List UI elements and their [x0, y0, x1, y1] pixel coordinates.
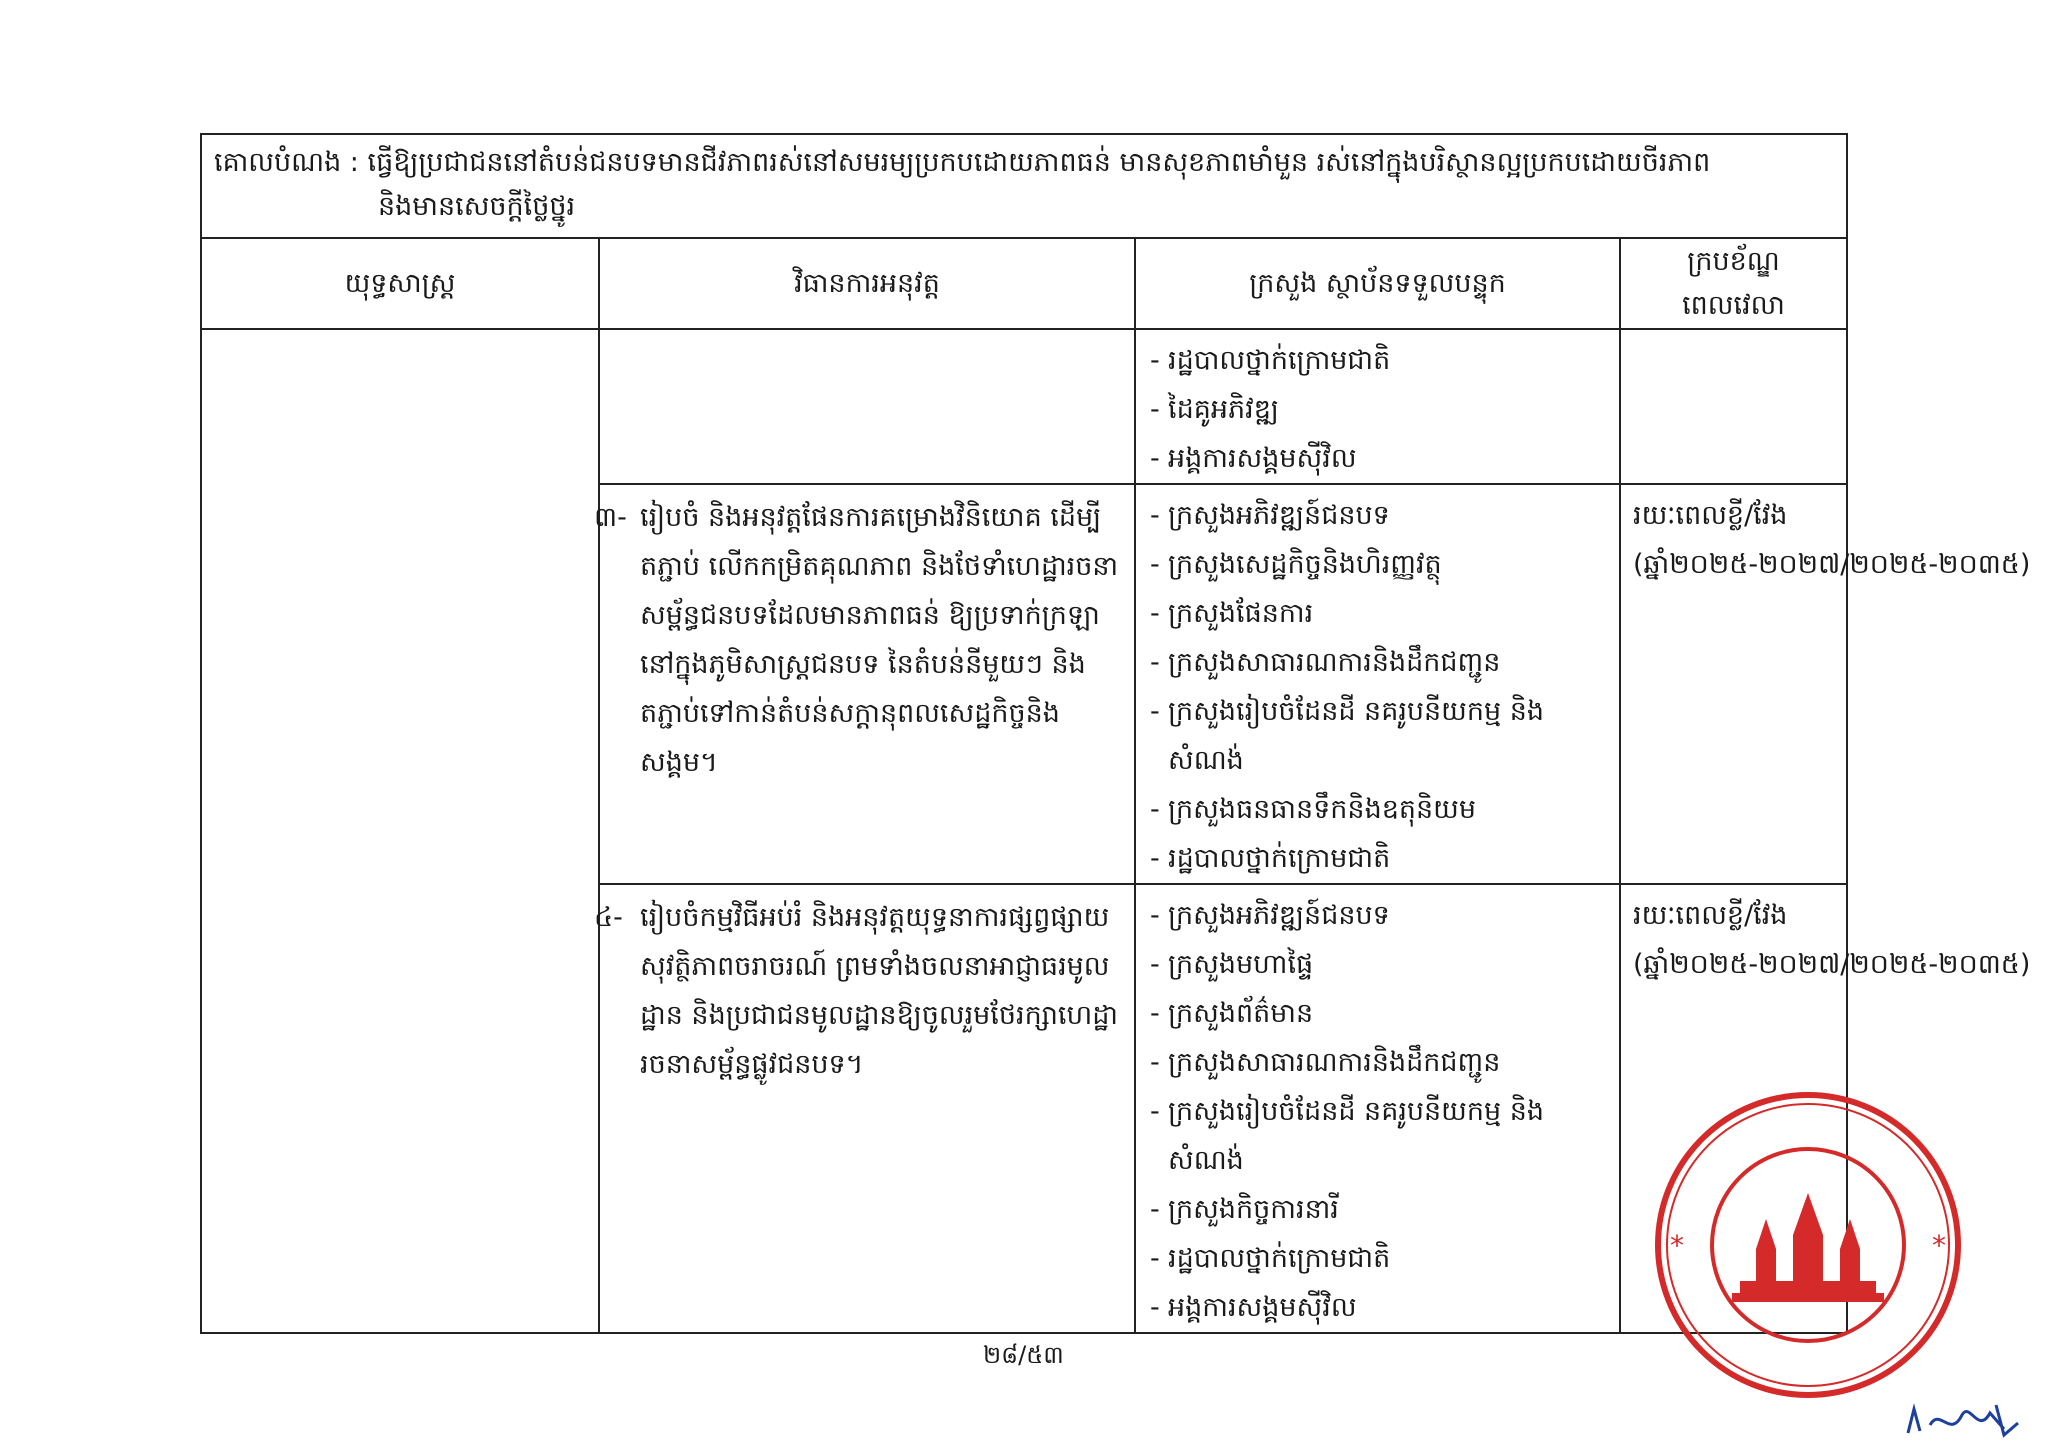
goal-cell — [201, 134, 1847, 238]
timeframe-cell: រយៈពេលខ្លី/វែង (ឆ្នាំ២០២៥-២០២៧/២០២៥-២០៣៥) — [1620, 884, 1847, 1333]
header-strategy: យុទ្ធសាស្ត្រ — [201, 238, 599, 329]
list-item: - ក្រសួងសាធារណការនិងដឹកជញ្ជូន — [1150, 1038, 1611, 1087]
list-item: - ដៃគូអភិវឌ្ឍ — [1150, 385, 1611, 434]
list-item: - ក្រសួងផែនការ — [1150, 589, 1611, 638]
list-item: - ក្រសួងសេដ្ឋកិច្ចនិងហិរញ្ញវត្ថុ — [1150, 540, 1611, 589]
header-timeframe-2: ពេលវេលា — [1682, 289, 1785, 321]
header-timeframe-1: ក្របខ័ណ្ឌ — [1687, 245, 1780, 277]
list-item: - ក្រសួងព័ត៌មាន — [1150, 989, 1611, 1038]
measure-number: ៤- — [594, 902, 623, 933]
list-item: - ក្រសួងរៀបចំដែនដី នគរូបនីយកម្ម និងសំណង់ — [1150, 1087, 1611, 1185]
timeframe-cell — [1620, 329, 1847, 484]
header-row — [201, 238, 1847, 329]
responsible-list — [1136, 885, 1619, 1332]
official-seal — [1648, 1085, 1968, 1405]
measure-cell — [594, 884, 1135, 1333]
list-item: - រដ្ឋបាលថ្នាក់ក្រោមជាតិ — [1150, 1234, 1611, 1283]
page-number: ២៨/៥៣ — [983, 1341, 1064, 1369]
measure-cell — [594, 484, 1135, 884]
goal-line-1 — [214, 141, 1834, 185]
responsible-cell — [1135, 329, 1620, 484]
measure-number: ៣- — [594, 502, 627, 533]
list-item: - ក្រសួងកិច្ចការនារី — [1150, 1185, 1611, 1234]
list-item: - ក្រសួងរៀបចំដែនដី នគរូបនីយកម្ម និងសំណង់ — [1150, 687, 1611, 785]
timeframe-cell: រយៈពេលខ្លី/វែង (ឆ្នាំ២០២៥-២០២៧/២០២៥-២០៣៥) — [1620, 484, 1847, 884]
measure-text: រៀបចំ និងអនុវត្តផែនការគម្រោងវិនិយោគ ដើម្បីតភ្ជាប់ លើកកម្រិតគុណភាព និងថែទាំហេដ្ឋារចនាសម្ព័ន្ធជនបទដែលមានភាពធន់ ឱ្យប្រទាក់ក្រឡានៅក្នុងភូមិសាស្ត្រជនបទ នៃតំបន់នីមួយៗ និងតភ្ជាប់ទៅកាន់តំបន់សក្តានុពលសេដ្ឋកិច្ចនិងសង្គម។ — [640, 502, 1119, 778]
strategy-cell — [201, 329, 599, 1333]
list-item: - អង្គការសង្គមស៊ីវិល — [1150, 1283, 1611, 1332]
responsible-cell — [1135, 884, 1620, 1333]
responsible-list — [1136, 330, 1619, 483]
list-item: - ក្រសួងអភិវឌ្ឍន៍ជនបទ — [1150, 491, 1611, 540]
temple-icon — [1732, 1193, 1884, 1302]
list-item: - អង្គការសង្គមស៊ីវិល — [1150, 434, 1611, 483]
goal-text-2: និងមានសេចក្តីថ្លៃថ្នូរ — [378, 191, 576, 222]
plan-table — [200, 133, 2031, 1334]
responsible-list — [1136, 485, 1619, 883]
list-item: - ក្រសួងអភិវឌ្ឍន៍ជនបទ — [1150, 891, 1611, 940]
list-item: - ក្រសួងធនធានទឹកនិងឧតុនិយម — [1150, 785, 1611, 834]
responsible-cell — [1135, 484, 1620, 884]
list-item: - ក្រសួងមហាផ្ទៃ — [1150, 940, 1611, 989]
header-responsible: ក្រសួង ស្ថាប័នទទួលបន្ទុក — [1135, 238, 1620, 329]
list-item: - ក្រសួងសាធារណការនិងដឹកជញ្ជូន — [1150, 638, 1611, 687]
table-row — [201, 329, 1847, 484]
svg-text:*: * — [1670, 1229, 1684, 1262]
header-timeframe — [1620, 238, 1847, 329]
list-item: - រដ្ឋបាលថ្នាក់ក្រោមជាតិ — [1150, 336, 1611, 385]
measure-cell — [599, 329, 1135, 484]
svg-text:*: * — [1932, 1229, 1946, 1262]
list-item: - រដ្ឋបាលថ្នាក់ក្រោមជាតិ — [1150, 834, 1611, 883]
signature — [1900, 1395, 2030, 1443]
header-measures: វិធានការអនុវត្ត — [599, 238, 1135, 329]
goal-text-1: ធ្វើឱ្យប្រជាជននៅតំបន់ជនបទមានជីវភាពរស់នៅសមរម្យប្រកបដោយភាពធន់ មានសុខភាពមាំមួន រស់នៅក្នុងបរិស្ថានល្អប្រកបដោយចីរភាព — [367, 147, 1711, 178]
goal-label: គោលបំណង : — [214, 147, 359, 178]
measure-text: រៀបចំកម្មវិធីអប់រំ និងអនុវត្តយុទ្ធនាការផ្សព្វផ្សាយសុវត្ថិភាពចរាចរណ៍ ព្រមទាំងចលនាអាជ្ញាធរមូលដ្ឋាន និងប្រជាជនមូលដ្ឋានឱ្យចូលរួមថែរក្សាហេដ្ឋារចនាសម្ព័ន្ធផ្លូវជនបទ។ — [640, 902, 1118, 1080]
